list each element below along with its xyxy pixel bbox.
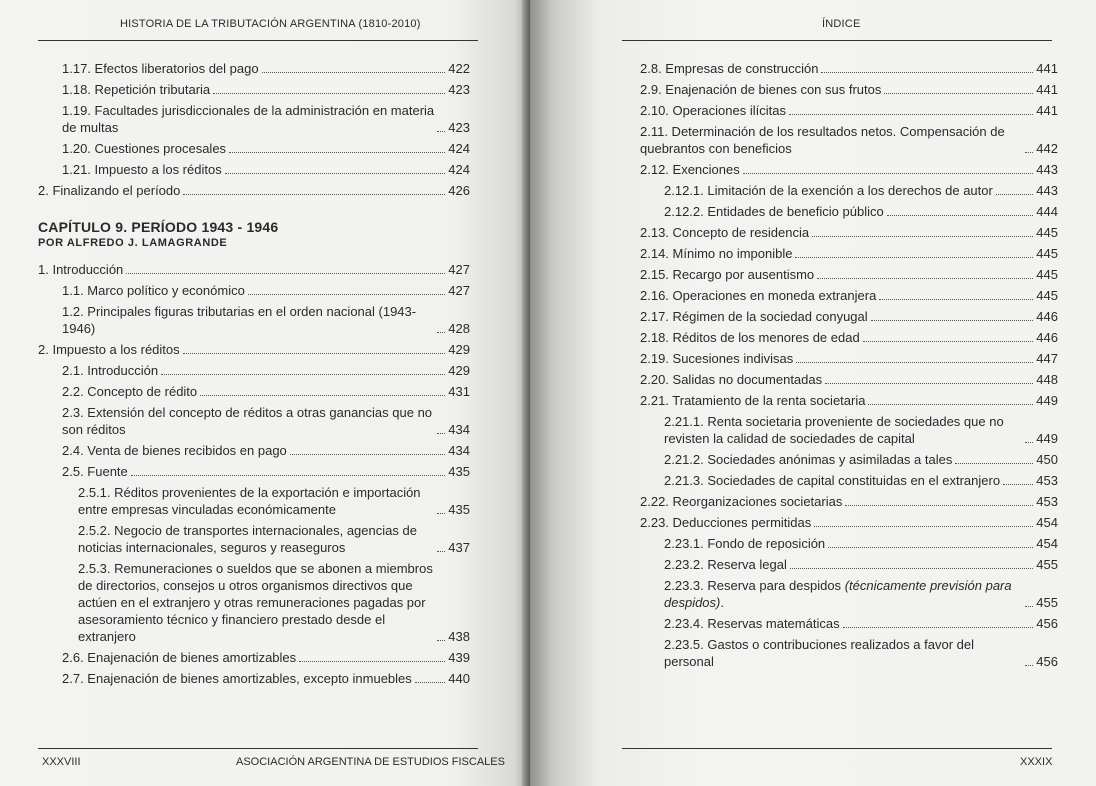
toc-entry-page: 455	[1036, 557, 1058, 572]
toc-list-chapter	[38, 261, 470, 687]
toc-left	[38, 60, 470, 691]
toc-entry-page: 435	[448, 502, 470, 517]
toc-entry-text: 2.23.3. Reserva para despidos	[664, 578, 842, 593]
toc-entry-title	[640, 224, 809, 241]
toc-entry-title	[640, 493, 842, 510]
toc-entry-title	[664, 203, 884, 220]
toc-entry-page: 422	[448, 61, 470, 76]
toc-entry-page: 441	[1036, 103, 1058, 118]
toc-entry-text: 2.9. Enajenación de bienes con sus frutos	[640, 82, 882, 97]
dot-leader	[996, 194, 1033, 195]
toc-entry	[38, 463, 470, 480]
toc-entry	[640, 413, 1058, 447]
toc-entry-title	[62, 383, 197, 400]
toc-entry-page: 424	[448, 141, 470, 156]
publisher-footer: ASOCIACIÓN ARGENTINA DE ESTUDIOS FISCALES	[236, 756, 505, 768]
dot-leader	[225, 173, 446, 174]
dot-leader	[879, 299, 1033, 300]
toc-entry-text: 2.8. Empresas de construcción	[640, 61, 819, 76]
dot-leader	[183, 194, 445, 195]
toc-entry-page: 426	[448, 183, 470, 198]
dot-leader	[884, 93, 1033, 94]
toc-entry-title	[640, 308, 868, 325]
toc-entry-text: 1. Introducción	[38, 262, 124, 277]
toc-entry-title	[62, 649, 296, 666]
toc-entry-text: 2.21.1. Renta societaria proveniente de sociedades que no revisten la calidad de sociedades de capital	[664, 414, 1004, 446]
toc-entry-text: 2.10. Operaciones ilícitas	[640, 103, 786, 118]
toc-entry-text: 1.17. Efectos liberatorios del pago	[62, 61, 259, 76]
toc-entry-title	[664, 556, 787, 573]
toc-list	[640, 60, 1058, 670]
toc-entry	[640, 636, 1058, 670]
toc-entry-page: 429	[448, 342, 470, 357]
toc-entry-text: 2.12.2. Entidades de beneficio público	[664, 204, 884, 219]
toc-entry	[38, 81, 470, 98]
toc-entry-title	[664, 413, 1022, 447]
dot-leader	[843, 627, 1034, 628]
toc-entry-page: 443	[1036, 183, 1058, 198]
dot-leader	[887, 215, 1034, 216]
toc-entry-text: 2.5.2. Negocio de transportes internacionales, agencias de noticias internacionales, seguros y reaseguros	[78, 523, 417, 555]
dot-leader	[955, 463, 1033, 464]
toc-entry	[640, 161, 1058, 178]
dot-leader	[437, 640, 445, 641]
toc-right	[640, 60, 1058, 674]
right-page	[530, 0, 1096, 786]
toc-entry-title	[78, 560, 434, 645]
toc-entry-text: 2.23.1. Fondo de reposición	[664, 536, 826, 551]
toc-entry-title	[664, 577, 1022, 611]
toc-entry-page: 445	[1036, 267, 1058, 282]
toc-entry	[640, 451, 1058, 468]
dot-leader	[1025, 606, 1033, 607]
header-rule	[622, 40, 1052, 41]
toc-entry-page: 445	[1036, 225, 1058, 240]
toc-entry	[640, 60, 1058, 77]
toc-entry-title	[62, 60, 259, 77]
toc-entry-page: 449	[1036, 431, 1058, 446]
toc-entry-page: 427	[448, 262, 470, 277]
toc-entry-suffix: .	[720, 595, 724, 610]
footer-rule	[38, 748, 478, 749]
toc-entry-title	[640, 371, 822, 388]
toc-entry-title	[640, 392, 865, 409]
dot-leader	[437, 513, 445, 514]
dot-leader	[299, 661, 445, 662]
toc-entry	[640, 266, 1058, 283]
dot-leader	[845, 505, 1033, 506]
toc-entry-text: 2.21.3. Sociedades de capital constituidas en el extranjero	[664, 473, 1001, 488]
toc-entry	[38, 404, 470, 438]
toc-entry-text: 2.23.2. Reserva legal	[664, 557, 787, 572]
toc-list-top	[38, 60, 470, 199]
toc-entry-title	[62, 303, 434, 337]
toc-entry-page: 438	[448, 629, 470, 644]
toc-entry-page: 446	[1036, 309, 1058, 324]
toc-entry-title	[62, 282, 245, 299]
toc-entry	[640, 81, 1058, 98]
running-head: ÍNDICE	[822, 18, 861, 30]
toc-entry-title	[640, 245, 792, 262]
dot-leader	[161, 374, 445, 375]
dot-leader	[795, 257, 1033, 258]
dot-leader	[863, 341, 1034, 342]
toc-entry	[640, 245, 1058, 262]
toc-entry-page: 431	[448, 384, 470, 399]
dot-leader	[1025, 152, 1033, 153]
toc-entry-text: 2.20. Salidas no documentadas	[640, 372, 823, 387]
toc-entry-title	[62, 404, 434, 438]
toc-entry-text: 2.5.1. Réditos provenientes de la exportación e importación entre empresas vinculadas económicamente	[78, 485, 421, 517]
toc-entry	[38, 140, 470, 157]
toc-entry-title	[640, 266, 814, 283]
dot-leader	[1025, 442, 1033, 443]
toc-entry-text: 2.15. Recargo por ausentismo	[640, 267, 815, 282]
toc-entry	[640, 203, 1058, 220]
toc-entry-text: 2.16. Operaciones en moneda extranjera	[640, 288, 877, 303]
toc-entry-page: 448	[1036, 372, 1058, 387]
toc-entry-title	[62, 81, 210, 98]
dot-leader	[437, 551, 445, 552]
left-page	[0, 0, 530, 786]
dot-leader	[229, 152, 445, 153]
dot-leader	[868, 404, 1033, 405]
toc-entry-text: 1.18. Repetición tributaria	[62, 82, 211, 97]
dot-leader	[290, 454, 446, 455]
dot-leader	[817, 278, 1033, 279]
toc-entry-text: 2.5. Fuente	[62, 464, 128, 479]
toc-entry	[640, 535, 1058, 552]
toc-entry-text: 2.3. Extensión del concepto de réditos a otras ganancias que no son réditos	[62, 405, 433, 437]
toc-entry	[640, 615, 1058, 632]
toc-entry-text: 2.13. Concepto de residencia	[640, 225, 810, 240]
dot-leader	[743, 173, 1034, 174]
toc-entry-text: 1.20. Cuestiones procesales	[62, 141, 227, 156]
dot-leader	[415, 682, 446, 683]
toc-entry-text: 2.1. Introducción	[62, 363, 159, 378]
toc-entry	[38, 560, 470, 645]
toc-entry-title	[62, 102, 434, 136]
toc-entry	[38, 303, 470, 337]
toc-entry	[640, 182, 1058, 199]
toc-entry-text: 2.21.2. Sociedades anónimas y asimiladas a tales	[664, 452, 953, 467]
toc-entry-page: 427	[448, 283, 470, 298]
toc-entry	[38, 60, 470, 77]
toc-entry-title	[62, 442, 287, 459]
dot-leader	[183, 353, 446, 354]
toc-entry-text: 2.14. Mínimo no imponible	[640, 246, 793, 261]
toc-entry-text: 2.21. Tratamiento de la renta societaria	[640, 393, 866, 408]
toc-entry-text: 2.18. Réditos de los menores de edad	[640, 330, 860, 345]
header-rule	[38, 40, 478, 41]
toc-entry-text: 2. Finalizando el período	[38, 183, 181, 198]
dot-leader	[825, 383, 1033, 384]
toc-entry-page: 449	[1036, 393, 1058, 408]
toc-entry-page: 440	[448, 671, 470, 686]
dot-leader	[814, 526, 1033, 527]
toc-entry	[38, 102, 470, 136]
toc-entry-page: 434	[448, 422, 470, 437]
toc-entry-title	[62, 670, 412, 687]
toc-entry	[640, 287, 1058, 304]
toc-entry-page: 423	[448, 82, 470, 97]
toc-entry	[640, 329, 1058, 346]
toc-entry	[38, 261, 470, 278]
dot-leader	[262, 72, 446, 73]
toc-entry	[38, 442, 470, 459]
toc-entry-title	[640, 350, 793, 367]
toc-entry-text: 2.2. Concepto de rédito	[62, 384, 198, 399]
toc-entry-title	[640, 514, 811, 531]
toc-entry-text: 1.1. Marco político y económico	[62, 283, 245, 298]
chapter-author: POR ALFREDO J. LAMAGRANDE	[38, 237, 228, 249]
toc-entry-text: 2.23.5. Gastos o contribuciones realizados a favor del personal	[664, 637, 975, 669]
toc-entry-page: 437	[448, 540, 470, 555]
toc-entry-page: 454	[1036, 515, 1058, 530]
toc-entry-text: 2.23.4. Reservas matemáticas	[664, 616, 840, 631]
toc-entry-title	[62, 362, 158, 379]
toc-entry-title	[640, 60, 818, 77]
toc-entry	[640, 102, 1058, 119]
toc-entry-title	[78, 522, 434, 556]
toc-entry	[640, 224, 1058, 241]
page-number: XXXVIII	[42, 756, 81, 768]
toc-entry-text: 2.12.1. Limitación de la exención a los derechos de autor	[664, 183, 993, 198]
toc-entry-title	[664, 182, 993, 199]
toc-entry	[38, 383, 470, 400]
toc-entry-page: 444	[1036, 204, 1058, 219]
toc-entry-page: 455	[1036, 595, 1058, 610]
toc-entry-text: 2.17. Régimen de la sociedad conyugal	[640, 309, 868, 324]
dot-leader	[248, 294, 445, 295]
dot-leader	[1003, 484, 1033, 485]
toc-entry-title	[38, 182, 180, 199]
toc-entry-page: 441	[1036, 61, 1058, 76]
dot-leader	[789, 114, 1033, 115]
toc-entry	[38, 161, 470, 178]
toc-entry-italic: (técnicamente previsión para despidos)	[664, 578, 1012, 610]
toc-entry	[640, 350, 1058, 367]
toc-entry-page: 435	[448, 464, 470, 479]
toc-entry	[640, 514, 1058, 531]
toc-entry	[640, 308, 1058, 325]
toc-entry	[640, 392, 1058, 409]
toc-entry-title	[664, 615, 840, 632]
toc-entry	[640, 123, 1058, 157]
toc-entry-page: 450	[1036, 452, 1058, 467]
toc-entry-title	[38, 341, 180, 358]
toc-entry-title	[640, 102, 786, 119]
toc-entry-title	[38, 261, 123, 278]
dot-leader	[871, 320, 1034, 321]
toc-entry-title	[62, 463, 128, 480]
toc-entry	[640, 493, 1058, 510]
toc-entry-text: 2.19. Sucesiones indivisas	[640, 351, 794, 366]
toc-entry-title	[640, 81, 881, 98]
toc-entry	[38, 341, 470, 358]
toc-entry-text: 2.5.3. Remuneraciones o sueldos que se abonen a miembros de directorios, consejos u otros organismos directivos que actúen en el extranjero y otras remuneraciones pagadas por asesoramiento técnico y financiero prestado desde el extranjero	[78, 561, 433, 644]
running-head: HISTORIA DE LA TRIBUTACIÓN ARGENTINA (1810-2010)	[120, 18, 421, 30]
dot-leader	[200, 395, 445, 396]
toc-entry-title	[640, 123, 1022, 157]
dot-leader	[437, 332, 445, 333]
toc-entry-page: 442	[1036, 141, 1058, 156]
toc-entry-title	[78, 484, 434, 518]
toc-entry	[38, 670, 470, 687]
toc-entry-page: 454	[1036, 536, 1058, 551]
dot-leader	[126, 273, 445, 274]
toc-entry-text: 2.23. Deducciones permitidas	[640, 515, 812, 530]
page-number: XXXIX	[1020, 756, 1053, 768]
toc-entry	[38, 362, 470, 379]
toc-entry-page: 447	[1036, 351, 1058, 366]
toc-entry-page: 429	[448, 363, 470, 378]
toc-entry-title	[664, 451, 952, 468]
toc-entry-page: 456	[1036, 616, 1058, 631]
toc-entry-text: 1.2. Principales figuras tributarias en el orden nacional (1943-1946)	[62, 304, 417, 336]
toc-entry-title	[664, 636, 1022, 670]
toc-entry	[38, 484, 470, 518]
toc-entry-page: 445	[1036, 246, 1058, 261]
toc-entry-page: 453	[1036, 473, 1058, 488]
toc-entry	[640, 577, 1058, 611]
dot-leader	[437, 433, 445, 434]
toc-entry-page: 428	[448, 321, 470, 336]
dot-leader	[437, 131, 445, 132]
toc-entry	[640, 556, 1058, 573]
toc-entry-page: 423	[448, 120, 470, 135]
toc-entry-text: 1.21. Impuesto a los réditos	[62, 162, 222, 177]
toc-entry-text: 2.22. Reorganizaciones societarias	[640, 494, 843, 509]
chapter-title: CAPÍTULO 9. PERÍODO 1943 - 1946	[38, 219, 279, 235]
toc-entry-text: 2.6. Enajenación de bienes amortizables	[62, 650, 297, 665]
toc-entry	[38, 649, 470, 666]
toc-entry-page: 441	[1036, 82, 1058, 97]
dot-leader	[1025, 665, 1033, 666]
toc-entry-text: 2.4. Venta de bienes recibidos en pago	[62, 443, 287, 458]
footer-rule	[622, 748, 1052, 749]
toc-entry-page: 456	[1036, 654, 1058, 669]
toc-entry-title	[664, 472, 1000, 489]
toc-entry-page: 439	[448, 650, 470, 665]
toc-entry-page: 434	[448, 443, 470, 458]
toc-entry-page: 443	[1036, 162, 1058, 177]
toc-entry	[38, 182, 470, 199]
dot-leader	[812, 236, 1033, 237]
toc-entry	[38, 522, 470, 556]
toc-entry-text: 2.12. Exenciones	[640, 162, 740, 177]
toc-entry-text: 2. Impuesto a los réditos	[38, 342, 180, 357]
toc-entry-text: 2.11. Determinación de los resultados netos. Compensación de quebrantos con beneficios	[640, 124, 1005, 156]
dot-leader	[796, 362, 1033, 363]
toc-entry-page: 453	[1036, 494, 1058, 509]
toc-entry-text: 1.19. Facultades jurisdiccionales de la administración en materia de multas	[62, 103, 435, 135]
toc-entry-title	[62, 140, 226, 157]
toc-entry	[38, 282, 470, 299]
dot-leader	[213, 93, 445, 94]
toc-entry-page: 424	[448, 162, 470, 177]
toc-entry-text: 2.7. Enajenación de bienes amortizables, excepto inmuebles	[62, 671, 412, 686]
toc-entry-page: 446	[1036, 330, 1058, 345]
dot-leader	[821, 72, 1033, 73]
toc-entry	[640, 472, 1058, 489]
dot-leader	[131, 475, 446, 476]
toc-entry-title	[62, 161, 222, 178]
toc-entry-title	[640, 287, 876, 304]
toc-entry-page: 445	[1036, 288, 1058, 303]
toc-entry-title	[664, 535, 825, 552]
toc-entry	[640, 371, 1058, 388]
dot-leader	[828, 547, 1033, 548]
toc-entry-title	[640, 161, 740, 178]
dot-leader	[790, 568, 1033, 569]
toc-entry-title	[640, 329, 860, 346]
